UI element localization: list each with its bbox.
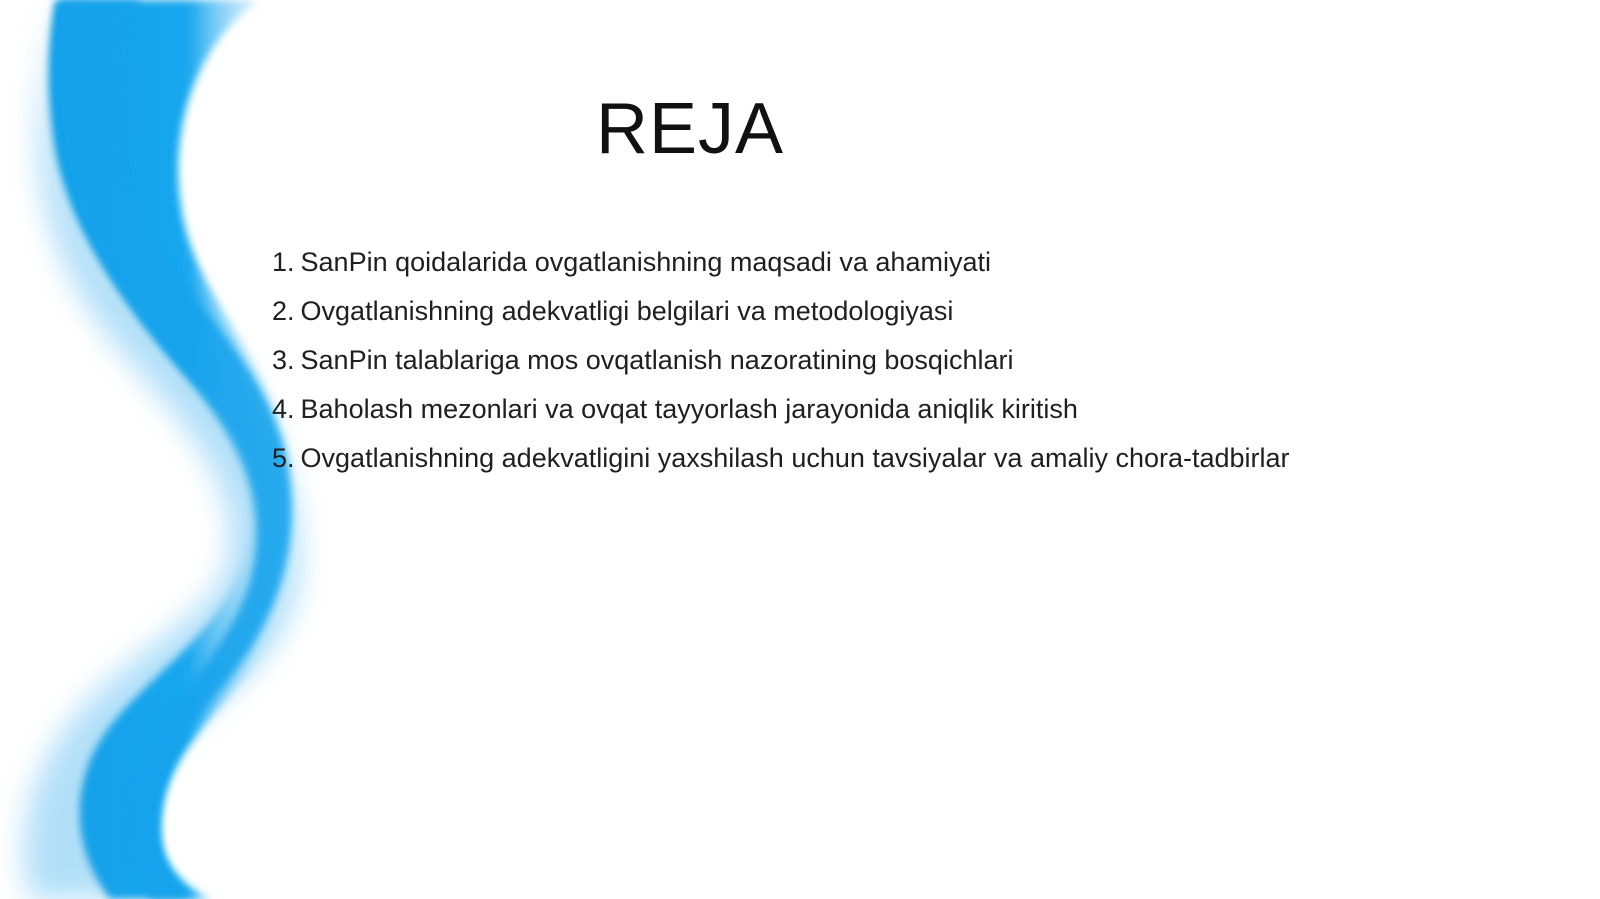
list-item-text: SanPin talablariga mos ovqatlanish nazoratining bosqichlari (300, 345, 1014, 375)
list-item (272, 385, 1290, 434)
list-item-text: Ovgatlanishning adekvatligini yaxshilash uchun tavsiyalar va amaliy chora-tadbirlar (300, 443, 1290, 473)
slide-title: REJA (595, 89, 785, 169)
list-item-number: 4. (272, 394, 295, 424)
list-item-text: Ovgatlanishning adekvatligi belgilari va metodologiyasi (300, 296, 954, 326)
agenda-list (272, 238, 1290, 483)
list-item (272, 336, 1290, 385)
list-item (272, 287, 1290, 336)
list-item-number: 3. (272, 345, 295, 375)
list-item-text: Baholash mezonlari va ovqat tayyorlash jarayonida aniqlik kiritish (300, 394, 1078, 424)
list-item-number: 1. (272, 247, 295, 277)
list-item (272, 238, 1290, 287)
list-item-number: 5. (272, 443, 295, 473)
list-item-number: 2. (272, 296, 295, 326)
list-item (272, 434, 1290, 483)
list-item-text: SanPin qoidalarida ovgatlanishning maqsadi va ahamiyati (300, 247, 991, 277)
